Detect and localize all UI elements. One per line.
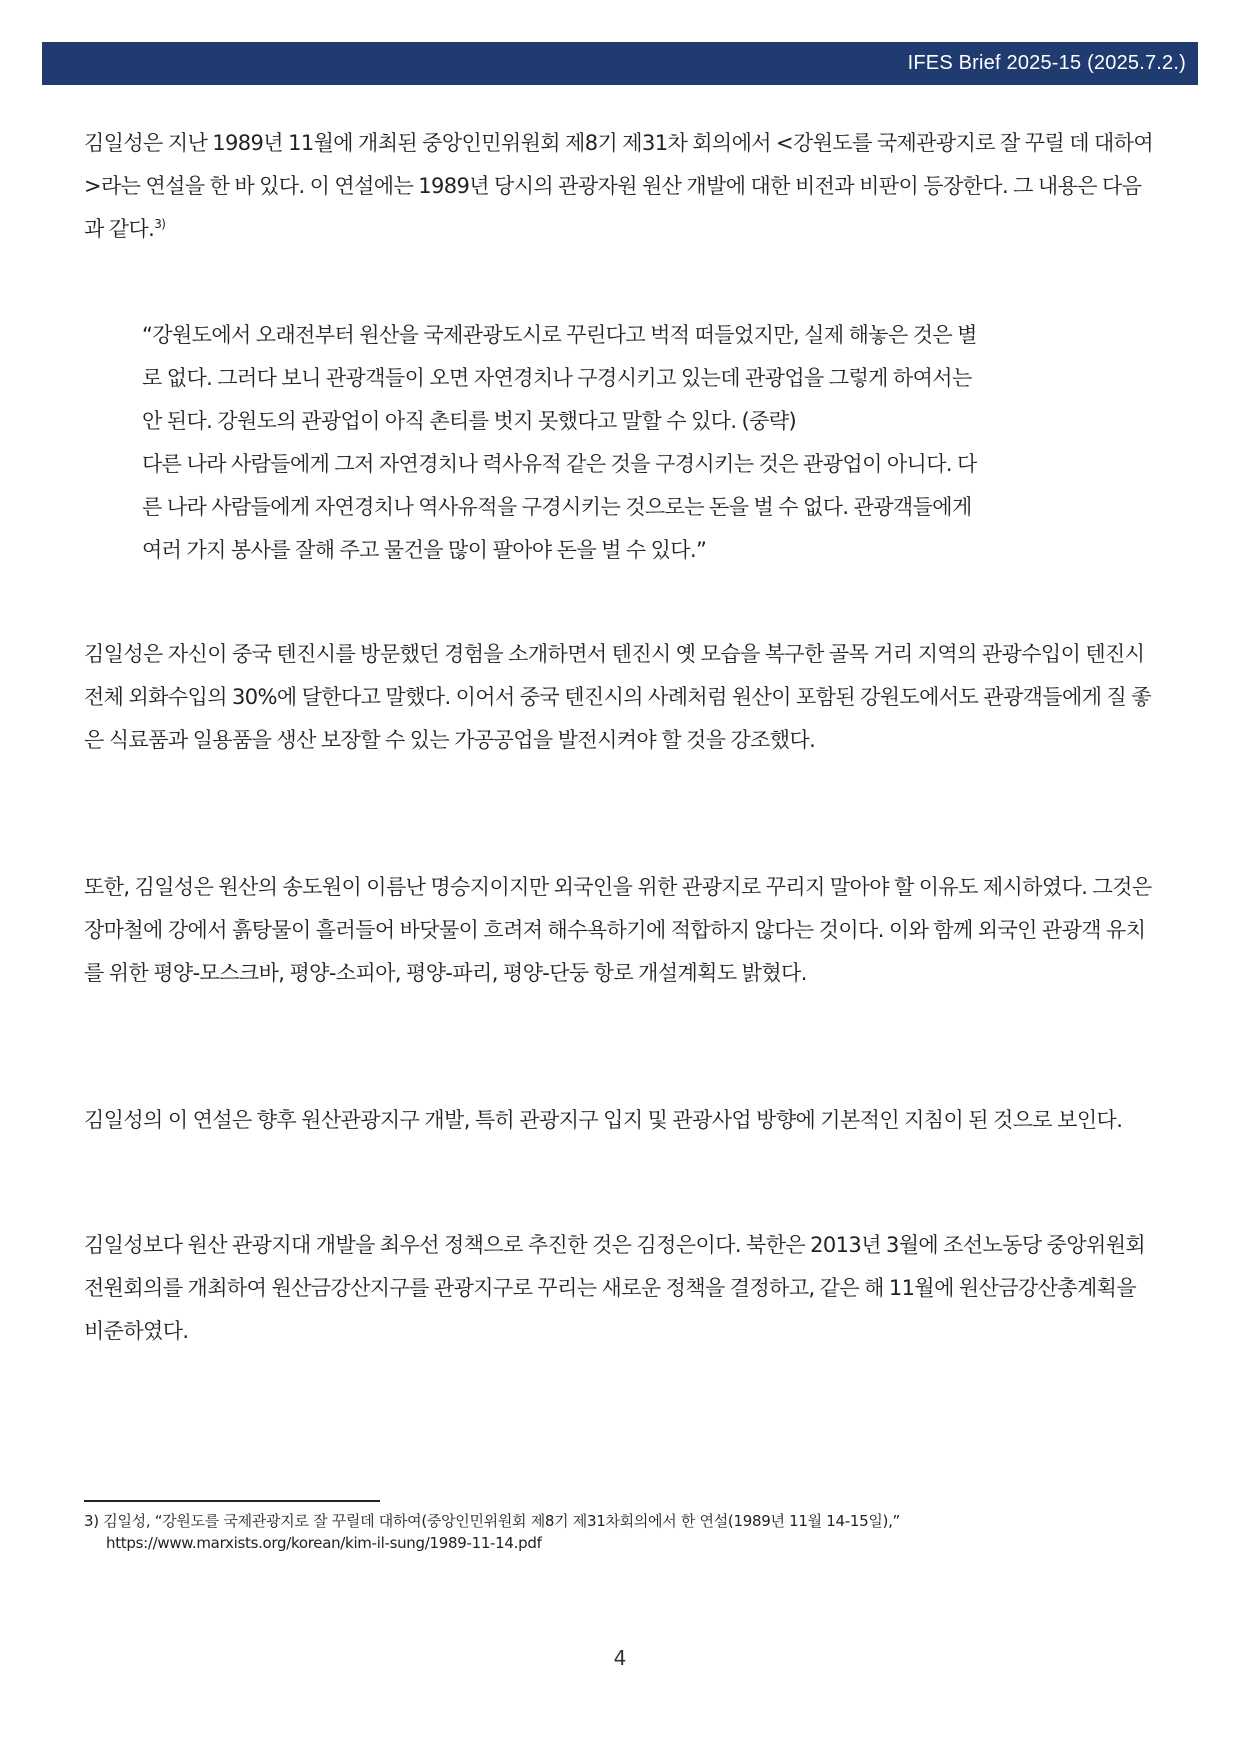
speech-quote — [142, 314, 1102, 572]
header-bar — [42, 42, 1198, 85]
page-number: 4 — [613, 1646, 627, 1670]
paragraph-2: 김일성은 자신이 중국 텐진시를 방문했던 경험을 소개하면서 텐진시 옛 모습을 복구한 골목 거리 지역의 관광수입이 텐진시 전체 외화수입의 30%에 달한다고 말했다. 이어서 중국 텐진시의 사례처럼 원산이 포함된 강원도에서도 관광객들에게 질 좋은 식료품과 일용품을 생산 보장할 수 있는 가공공업을 발전시켜야 할 것을 강조했다. — [84, 642, 1151, 752]
footnote-3 — [84, 1510, 1156, 1554]
paragraph-1 — [84, 122, 1156, 251]
quote-line: 여러 가지 봉사를 잘해 주고 물건을 많이 팔아야 돈을 벌 수 있다.” — [142, 538, 707, 562]
footnote-ref-3[interactable]: 3) — [154, 217, 166, 231]
paragraph-5: 김일성보다 원산 관광지대 개발을 최우선 정책으로 추진한 것은 김정은이다. 북한은 2013년 3월에 조선노동당 중앙위원회 전원회의를 개최하여 원산금강산지구를 관광지구로 꾸리는 새로운 정책을 결정하고, 같은 해 11월에 원산금강산총계획을 비준하였다. — [84, 1233, 1146, 1343]
header-title: IFES Brief 2025-15 (2025.7.2.) — [907, 52, 1186, 74]
quote-line: 다른 나라 사람들에게 그저 자연경치나 력사유적 같은 것을 구경시키는 것은 관광업이 아니다. 다 — [142, 452, 977, 476]
quote-line: 로 없다. 그러다 보니 관광객들이 오면 자연경치나 구경시키고 있는데 관광업을 그렇게 하여서는 — [142, 366, 972, 390]
quote-line: 안 된다. 강원도의 관광업이 아직 촌티를 벗지 못했다고 말할 수 있다. (중략) — [142, 409, 797, 433]
quote-line: 른 나라 사람들에게 자연경치나 역사유적을 구경시키는 것으로는 돈을 벌 수 없다. 관광객들에게 — [142, 495, 972, 519]
footnote-citation: 3) 김일성, “강원도를 국제관광지로 잘 꾸릴데 대하여(중앙인민위원회 제8기 제31차회의에서 한 연설(1989년 11월 14-15일),” — [84, 1512, 901, 1530]
paragraph-4: 김일성의 이 연설은 향후 원산관광지구 개발, 특히 관광지구 입지 및 관광사업 방향에 기본적인 지침이 된 것으로 보인다. — [84, 1108, 1123, 1132]
quote-line: “강원도에서 오래전부터 원산을 국제관광도시로 꾸린다고 벅적 떠들었지만, 실제 해놓은 것은 별 — [142, 323, 977, 347]
footnote-divider — [84, 1500, 380, 1502]
paragraph-3: 또한, 김일성은 원산의 송도원이 이름난 명승지이지만 외국인을 위한 관광지로 꾸리지 말아야 할 이유도 제시하였다. 그것은 장마철에 강에서 흙탕물이 흘러들어 바닷물이 흐려져 해수욕하기에 적합하지 않다는 것이다. 이와 함께 외국인 관광객 유치를 위한 평양-모스크바, 평양-소피아, 평양-파리, 평양-단둥 항로 개설계획도 밝혔다. — [84, 875, 1152, 985]
paragraph-1-text: 김일성은 지난 1989년 11월에 개최된 중앙인민위원회 제8기 제31차 회의에서 <강원도를 국제관광지로 잘 꾸릴 데 대하여>라는 연설을 한 바 있다. 이 연설에는 1989년 당시의 관광자원 원산 개발에 대한 비전과 비판이 등장한다. 그 내용은 다음과 같다. — [84, 131, 1154, 241]
footnote-url-link[interactable]: https://www.marxists.org/korean/kim-il-sung/1989-11-14.pdf — [106, 1534, 542, 1552]
